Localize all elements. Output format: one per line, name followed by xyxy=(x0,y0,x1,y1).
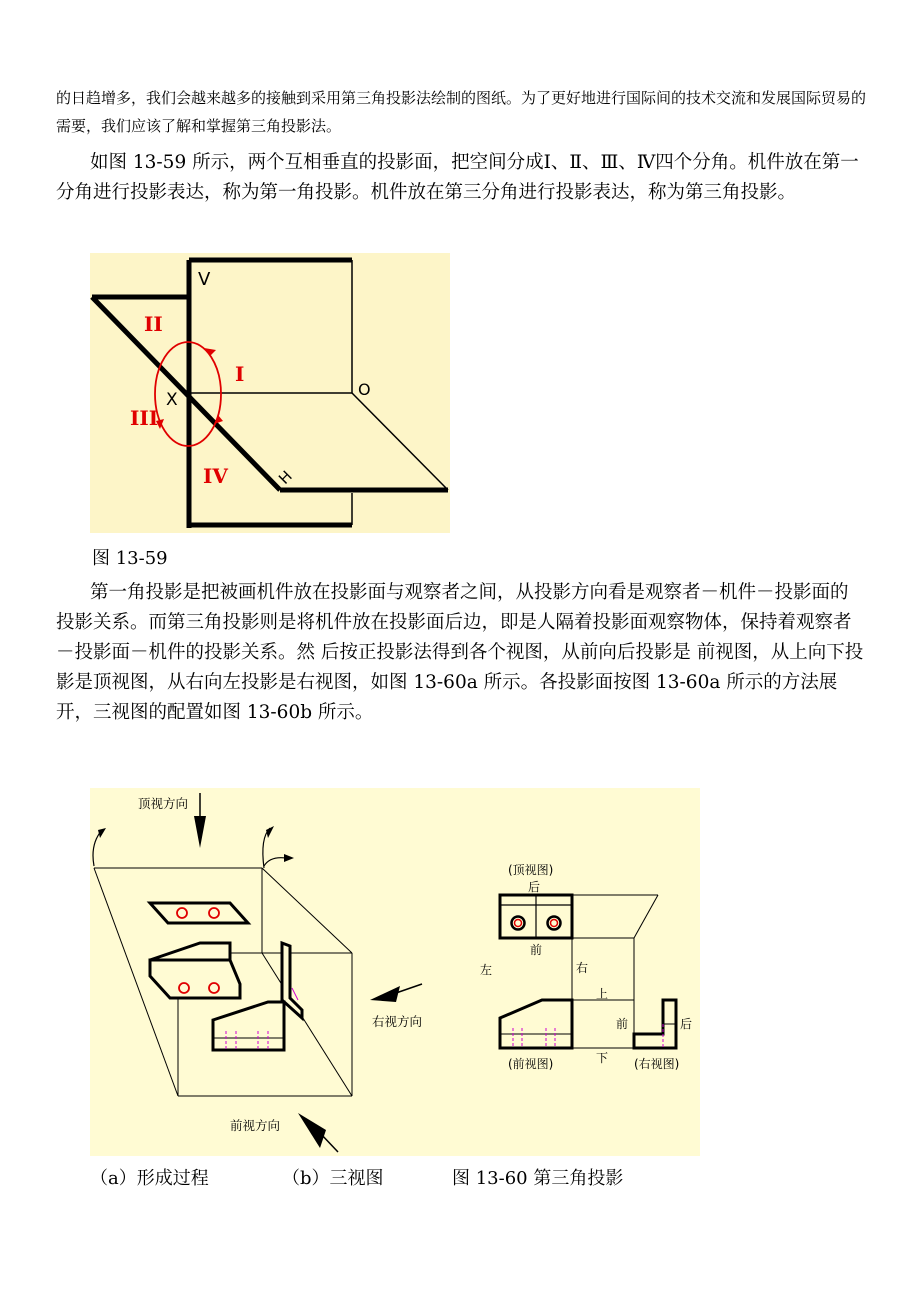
quadrant-2: II xyxy=(144,312,163,336)
right-direction-label: 右视方向 xyxy=(372,1014,423,1029)
quadrant-3: III xyxy=(130,406,159,430)
figure-13-60 xyxy=(90,788,700,1156)
side-front-label: 前 xyxy=(616,1017,629,1031)
caption-title: 图 13-60 第三角投影 xyxy=(452,1168,624,1189)
right-label: 右 xyxy=(576,961,589,975)
figure-13-59 xyxy=(90,253,450,533)
top-direction-label: 顶视方向 xyxy=(138,796,189,811)
side-back-label: 后 xyxy=(680,1017,693,1031)
front-view-label: (前视图) xyxy=(508,1057,554,1071)
top-front-label: 前 xyxy=(530,943,543,957)
top-back-label: 后 xyxy=(528,880,541,894)
label-x: X xyxy=(166,390,178,410)
quadrant-4: IV xyxy=(203,464,228,488)
right-view-label: (右视图) xyxy=(634,1057,680,1071)
label-h: H xyxy=(275,467,296,488)
caption-b: （b）三视图 xyxy=(282,1168,384,1189)
down-label: 下 xyxy=(596,1051,609,1065)
label-o: O xyxy=(358,380,371,399)
explain-paragraph: 第一角投影是把被画机件放在投影面与观察者之间，从投影方向看是观察者－机件－投影面的投影关系。而第三角投影则是将机件放在投影面后边，即是人隔着投影面观察物体，保持着观察者－投影面－机件的投影关系。然 后按正投影法得到各个视图，从前向后投影是 前视图，从上向下投影是顶视图，从右向左投影是右视图，如图 13-60a 所示。各投影面按图 13-60a 所示的方法展开，三视图的配置如图 13-60b 所示。 xyxy=(56,582,864,723)
fig59-paragraph: 如图 13-59 所示，两个互相垂直的投影面，把空间分成Ⅰ、Ⅱ、Ⅲ、Ⅳ四个分角。机件放在第一分角进行投影表达，称为第一角投影。机件放在第三分角进行投影表达，称为第三角投影。 xyxy=(56,152,859,203)
up-label: 上 xyxy=(596,987,609,1001)
left-label: 左 xyxy=(480,963,493,977)
label-v: V xyxy=(198,269,211,290)
intro-paragraph: 的日趋增多，我们会越来越多的接触到采用第三角投影法绘制的图纸。为了更好地进行国际间的技术交流和发展国际贸易的需要，我们应该了解和掌握第三角投影法。 xyxy=(56,89,867,135)
caption-a: （a）形成过程 xyxy=(90,1168,209,1189)
quadrant-1: I xyxy=(235,362,245,386)
front-direction-label: 前视方向 xyxy=(230,1118,281,1133)
top-view-label: (顶视图) xyxy=(508,863,554,877)
fig59-caption: 图 13-59 xyxy=(92,548,168,569)
